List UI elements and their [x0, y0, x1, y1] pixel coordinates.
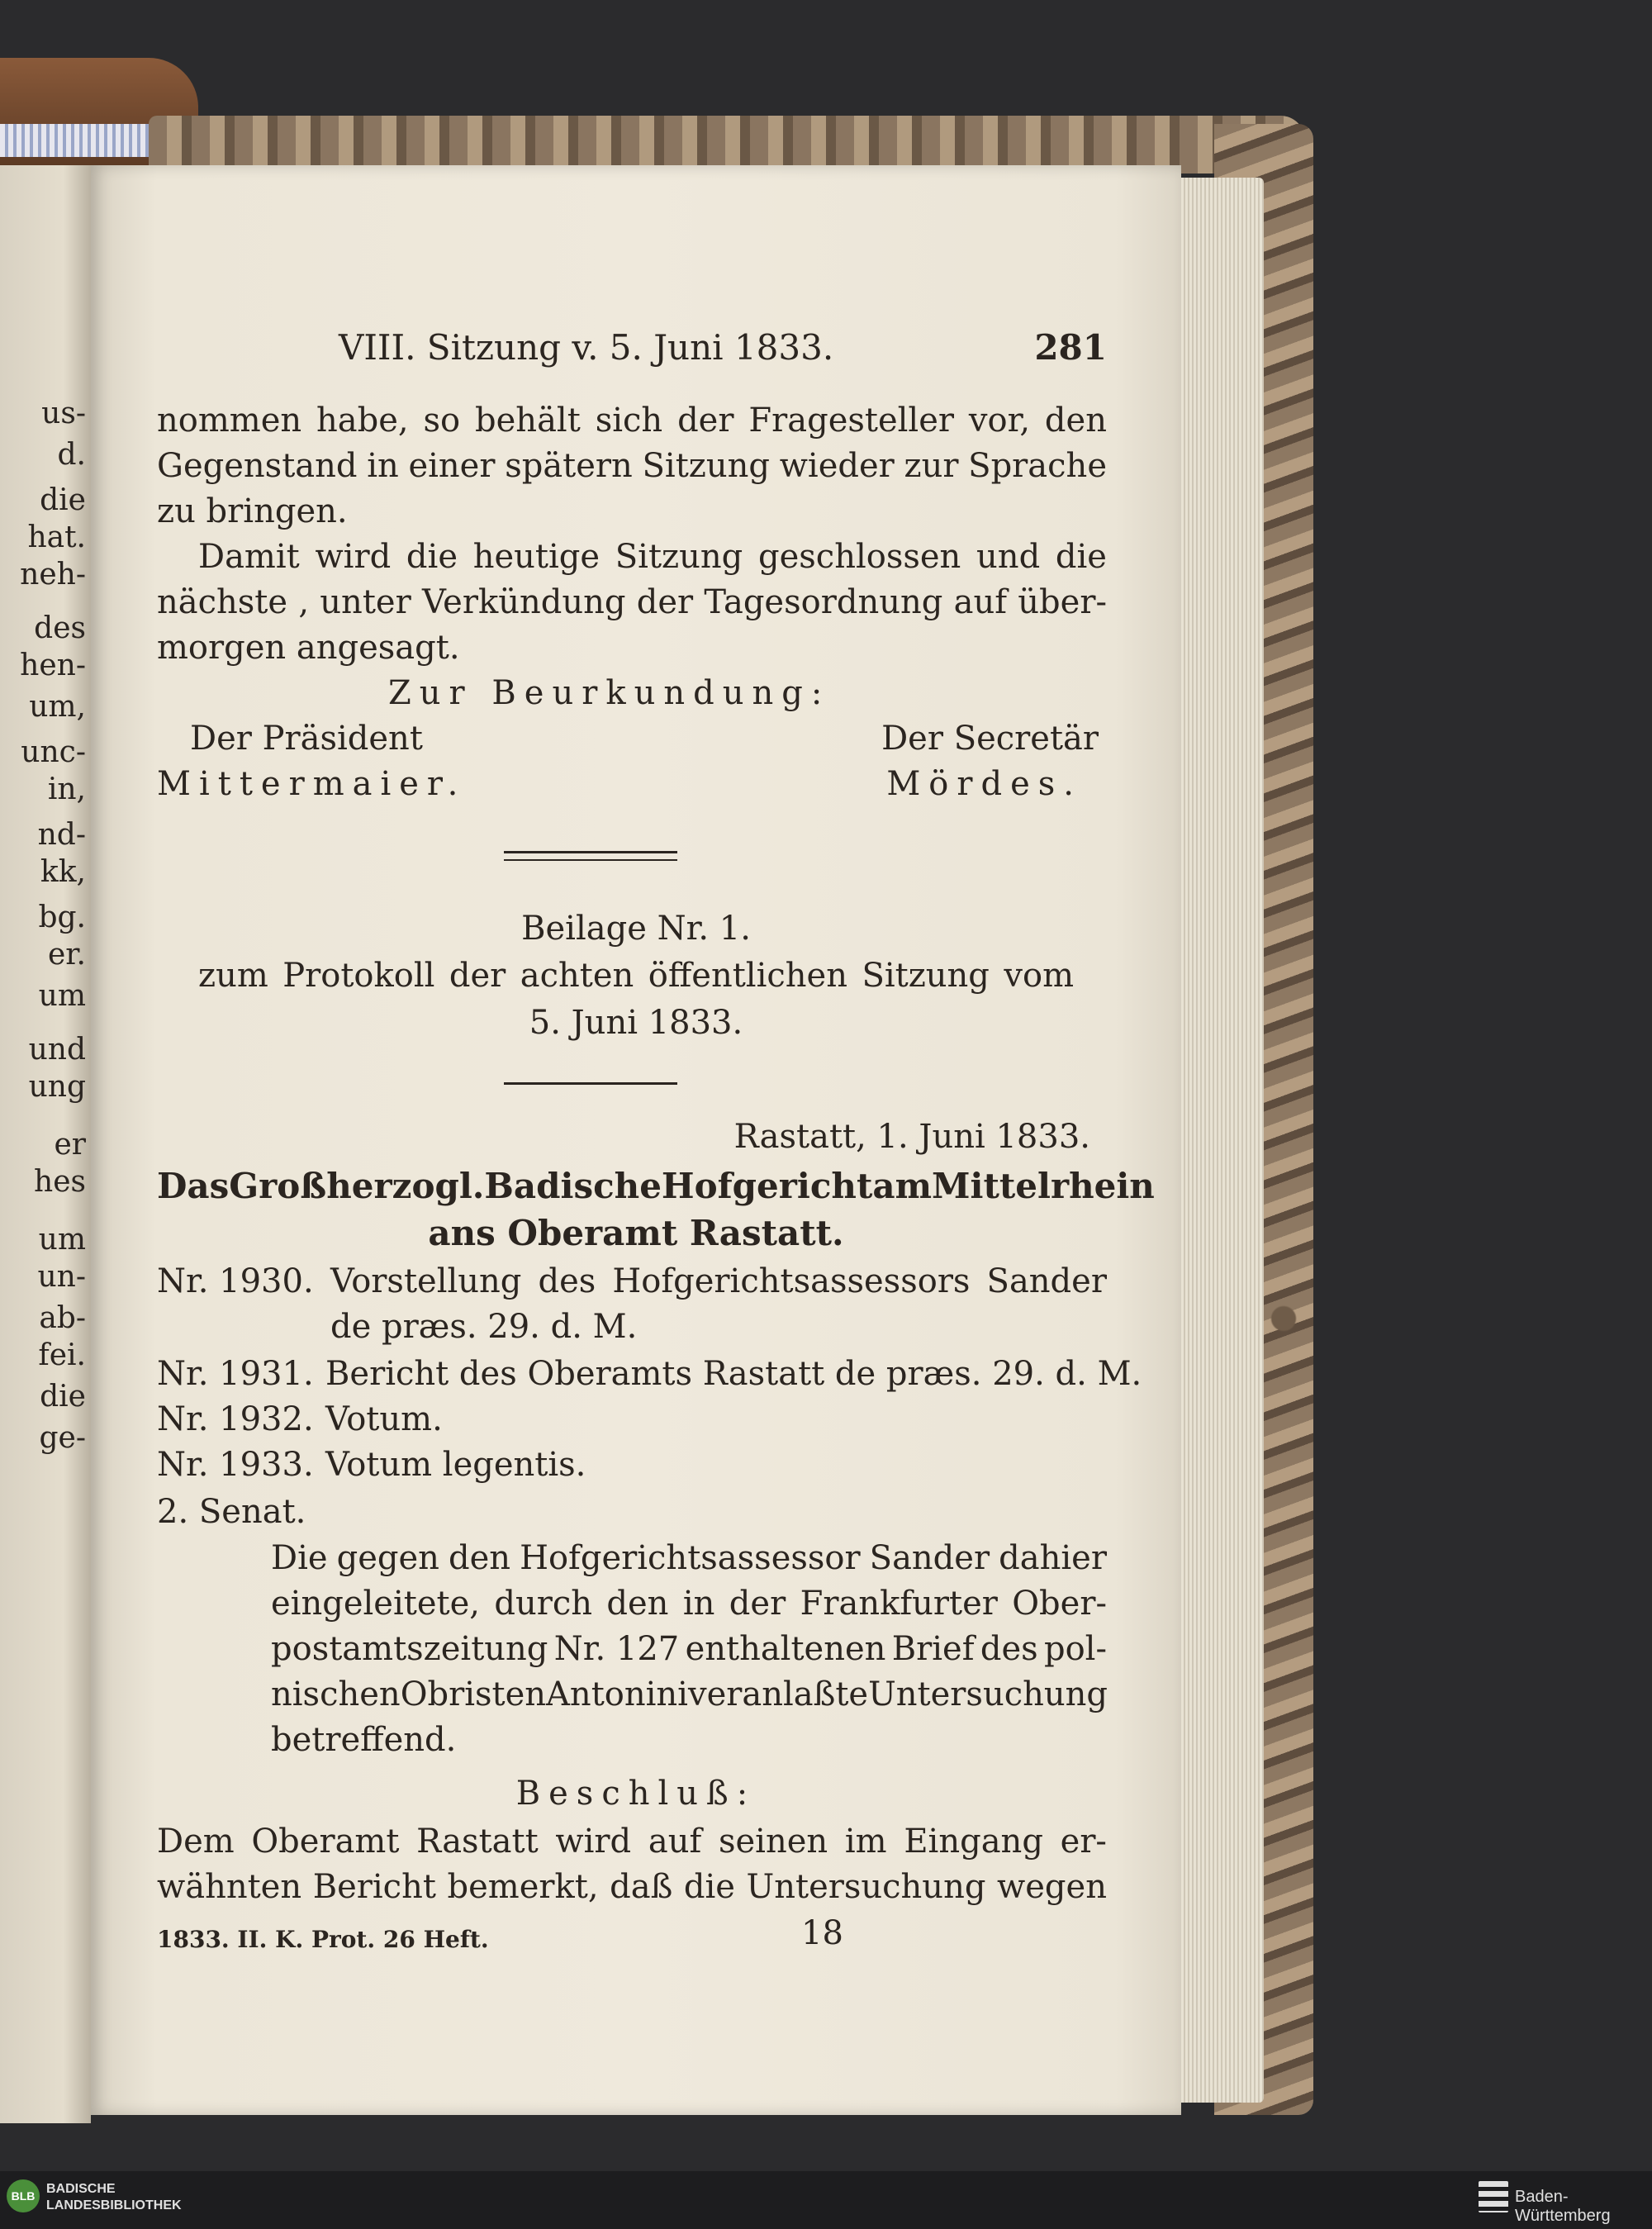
word: in — [367, 447, 399, 485]
president-name: Mittermaier. — [157, 765, 467, 803]
word: des — [538, 1262, 596, 1300]
word: auf — [648, 1823, 702, 1861]
word: zur — [904, 447, 959, 485]
blb-logo-icon[interactable]: BLB — [7, 2179, 40, 2212]
word: heutige — [472, 538, 601, 576]
word: die — [406, 538, 458, 576]
word: Sprache — [968, 447, 1107, 485]
previous-page-fragment: kk, — [40, 855, 86, 889]
word: vom — [1004, 957, 1074, 995]
word: nächste — [157, 583, 288, 621]
decision-line — [157, 1865, 1107, 1908]
decision-line — [157, 1820, 1107, 1863]
court-line — [157, 1165, 1155, 1208]
text-line — [157, 581, 1107, 624]
word: Hofgerichtsassessor — [520, 1539, 861, 1577]
word: zum — [198, 957, 268, 995]
previous-page-fragment: in, — [47, 772, 86, 806]
word: bemerkt, — [447, 1868, 599, 1906]
previous-page-fragment: ab- — [39, 1301, 86, 1335]
short-divider — [504, 1082, 677, 1085]
entry-number: Nr. 1931. — [157, 1355, 314, 1393]
previous-page-fragment: ge- — [39, 1421, 86, 1455]
previous-page-fragment: des — [34, 611, 86, 645]
word: Bericht — [312, 1868, 436, 1906]
entry-text: Votum. — [325, 1400, 443, 1438]
state-label[interactable]: Baden-Württemberg — [1515, 2188, 1611, 2225]
word: Untersuchung — [746, 1868, 986, 1906]
word: über- — [1018, 583, 1107, 621]
word: Verkündung — [421, 583, 626, 621]
word: einer — [408, 447, 496, 485]
previous-page-fragment: fei. — [38, 1338, 86, 1372]
word: Gegenstand — [157, 447, 358, 485]
word: Oberamt — [251, 1823, 400, 1861]
word: achten — [520, 957, 634, 995]
word: Sander — [986, 1262, 1107, 1300]
entry-text-cont: de præs. 29. d. M. — [330, 1308, 638, 1346]
word: wieder — [779, 447, 895, 485]
senate: 2. Senat. — [157, 1493, 306, 1531]
entry-text — [330, 1260, 1107, 1303]
word: die — [683, 1868, 735, 1906]
subject-line — [271, 1673, 1107, 1716]
previous-page-fragment: ung — [28, 1070, 86, 1104]
word: Das — [157, 1166, 230, 1206]
appendix-title: Beilage Nr. 1. — [521, 910, 751, 948]
library-name-line2: LANDESBIBLIOTHEK — [46, 2198, 182, 2212]
page-number: 281 — [1034, 327, 1107, 368]
previous-page-fragment: um — [38, 1223, 86, 1257]
word: Fragesteller — [748, 402, 955, 440]
subject-line: betreffend. — [271, 1721, 457, 1759]
word: Brief — [891, 1630, 975, 1668]
place-date: Rastatt, 1. Juni 1833. — [733, 1118, 1090, 1156]
previous-page-fragment: um — [38, 979, 86, 1013]
word: Untersuchung — [868, 1675, 1108, 1713]
book-page — [91, 165, 1181, 2115]
word: der — [729, 1585, 786, 1623]
word: am — [872, 1166, 933, 1206]
word: vor, — [968, 402, 1031, 440]
word: Großherzogl. — [229, 1166, 485, 1206]
word: Sitzung — [615, 538, 743, 576]
previous-page-fragment: neh- — [20, 558, 86, 592]
subject-line — [271, 1628, 1107, 1671]
word: Die — [271, 1539, 328, 1577]
word: , — [298, 583, 310, 621]
word: auf — [953, 583, 1008, 621]
library-name-line1: BADISCHE — [46, 2182, 116, 2196]
bookmark-ribbon — [0, 124, 157, 157]
word: nischen — [271, 1675, 401, 1713]
previous-page-fragment: bg. — [38, 901, 86, 934]
previous-page-sliver — [0, 165, 91, 2123]
word: des — [980, 1630, 1038, 1668]
word: Hofgericht — [661, 1166, 873, 1206]
viewer-bar — [0, 2171, 1652, 2229]
word: die — [1055, 538, 1107, 576]
subject-line — [271, 1582, 1107, 1625]
word: Hofgerichtsassessors — [612, 1262, 971, 1300]
president-role: Der Präsident — [190, 720, 423, 758]
word: nommen — [157, 402, 302, 440]
appendix-subtitle — [198, 954, 1074, 997]
subject-line — [271, 1537, 1107, 1580]
word: der — [449, 957, 506, 995]
word: geschlossen — [757, 538, 961, 576]
state-logo-icon — [1479, 2181, 1508, 2212]
previous-page-fragment: die — [40, 483, 86, 517]
word: in — [682, 1585, 715, 1623]
word: er- — [1060, 1823, 1107, 1861]
word: öffentlichen — [648, 957, 847, 995]
section-divider — [504, 851, 677, 861]
entry-number: Nr. 1933. — [157, 1446, 314, 1484]
secretary-name: Mördes. — [886, 765, 1082, 803]
entry-number: Nr. 1932. — [157, 1400, 314, 1438]
entry-text: Bericht des Oberamts Rastatt de præs. 29. d. M. — [325, 1355, 1142, 1393]
word: der — [677, 402, 734, 440]
text-line: morgen angesagt. — [157, 629, 460, 667]
entry-text: Votum legentis. — [325, 1446, 586, 1484]
previous-page-fragment: us- — [41, 397, 86, 430]
word: dahier — [999, 1539, 1107, 1577]
word: den — [1044, 402, 1107, 440]
word: Sander — [869, 1539, 990, 1577]
word: Antonini — [546, 1675, 688, 1713]
word: den — [606, 1585, 669, 1623]
word: unter — [320, 583, 411, 621]
previous-page-fragment: hat. — [27, 520, 86, 554]
word: seinen — [718, 1823, 828, 1861]
previous-page-fragment: hes — [34, 1165, 86, 1199]
sheet-number: 18 — [801, 1914, 843, 1952]
word: Dem — [157, 1823, 235, 1861]
word: wird — [315, 538, 392, 576]
previous-page-fragment: un- — [37, 1260, 86, 1294]
word: durch — [494, 1585, 593, 1623]
word: so — [423, 402, 461, 440]
word: der — [636, 583, 694, 621]
word: daß — [610, 1868, 673, 1906]
word: Badische — [484, 1166, 662, 1206]
previous-page-fragment: er. — [47, 938, 86, 972]
word: pol- — [1043, 1630, 1107, 1668]
secretary-role: Der Secretär — [881, 720, 1099, 758]
word: Rastatt — [416, 1823, 539, 1861]
entry-number: Nr. 1930. — [157, 1262, 314, 1300]
word: im — [844, 1823, 887, 1861]
text-line — [157, 399, 1107, 442]
word: enthaltenen — [685, 1630, 886, 1668]
word: wähnten — [157, 1868, 302, 1906]
previous-page-fragment: um, — [29, 690, 86, 724]
word: wegen — [997, 1868, 1107, 1906]
word: Protokoll — [282, 957, 435, 995]
header-title: VIII. Sitzung v. 5. Juni 1833. — [339, 327, 834, 368]
word: spätern — [505, 447, 633, 485]
word: Eingang — [904, 1823, 1043, 1861]
previous-page-fragment: d. — [57, 438, 86, 472]
word: Ober- — [1012, 1585, 1107, 1623]
word: habe, — [316, 402, 409, 440]
word: veranlaßte — [687, 1675, 869, 1713]
attestation-heading: Zur Beurkundung: — [388, 674, 831, 712]
word: Frankfurter — [800, 1585, 998, 1623]
library-name — [46, 2181, 182, 2214]
word: Damit — [198, 538, 300, 576]
word: Obristen — [400, 1675, 547, 1713]
signature-mark: 1833. II. K. Prot. 26 Heft. — [157, 1926, 489, 1953]
text-line — [198, 535, 1107, 578]
previous-page-fragment: die — [40, 1380, 86, 1414]
word: Sitzung — [642, 447, 770, 485]
word: behält — [475, 402, 581, 440]
previous-page-fragment: nd- — [37, 818, 86, 852]
previous-page-fragment: und — [28, 1033, 86, 1067]
word: Tagesordnung — [704, 583, 943, 621]
word: Mittelrhein — [932, 1166, 1155, 1206]
previous-page-fragment: unc- — [21, 735, 86, 769]
word: wird — [555, 1823, 632, 1861]
previous-page-fragment: hen- — [20, 649, 86, 682]
court-line-2: ans Oberamt Rastatt. — [428, 1213, 844, 1253]
appendix-date: 5. Juni 1833. — [529, 1004, 743, 1042]
text-line: zu bringen. — [157, 492, 348, 530]
word: postamtszeitung — [271, 1630, 548, 1668]
word: sich — [595, 402, 663, 440]
word: Sitzung — [862, 957, 990, 995]
word: gegen — [336, 1539, 439, 1577]
previous-page-fragment: er — [54, 1128, 86, 1162]
decision-heading: Beschluß: — [515, 1775, 757, 1813]
word: Nr. 127 — [553, 1630, 680, 1668]
word: den — [448, 1539, 511, 1577]
text-line — [157, 444, 1107, 487]
word: Vorstellung — [330, 1262, 522, 1300]
word: eingeleitete, — [271, 1585, 480, 1623]
word: und — [976, 538, 1041, 576]
